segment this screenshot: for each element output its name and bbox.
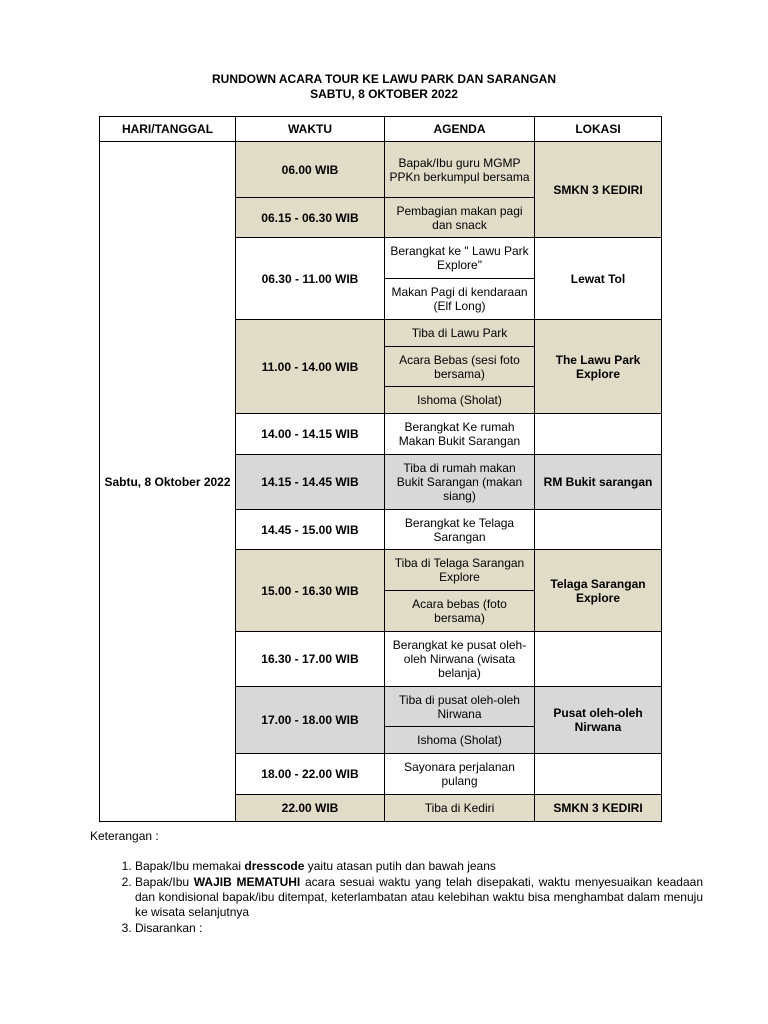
- note-item: [135, 859, 703, 874]
- agenda-cell: Berangkat Ke rumah Makan Bukit Sarangan: [385, 414, 535, 455]
- note-text: yaitu atasan putih dan bawah jeans: [304, 859, 496, 873]
- hari-cell: Sabtu, 8 Oktober 2022: [100, 142, 236, 822]
- agenda-cell: Makan Pagi di kendaraan (Elf Long): [385, 279, 535, 320]
- location-cell: RM Bukit sarangan: [535, 455, 662, 510]
- time-cell: 22.00 WIB: [236, 795, 385, 822]
- time-cell: 15.00 - 16.30 WIB: [236, 550, 385, 632]
- agenda-cell: Ishoma (Sholat): [385, 387, 535, 414]
- location-cell-empty: [535, 414, 662, 455]
- time-cell: 06.15 - 06.30 WIB: [236, 198, 385, 238]
- note-emphasis: dresscode: [244, 859, 305, 873]
- agenda-cell: Sayonara perjalanan pulang: [385, 754, 535, 795]
- agenda-cell: Acara Bebas (sesi foto bersama): [385, 347, 535, 387]
- location-cell: Lewat Tol: [535, 238, 662, 320]
- time-cell: 11.00 - 14.00 WIB: [236, 320, 385, 414]
- col-header-agenda: AGENDA: [385, 117, 535, 142]
- time-cell: 17.00 - 18.00 WIB: [236, 687, 385, 754]
- agenda-cell: Tiba di rumah makan Bukit Sarangan (makan siang): [385, 455, 535, 510]
- location-cell: Pusat oleh-oleh Nirwana: [535, 687, 662, 754]
- agenda-cell: Berangkat ke " Lawu Park Explore": [385, 238, 535, 279]
- note-text: Disarankan :: [135, 921, 203, 935]
- agenda-cell: Pembagian makan pagi dan snack: [385, 198, 535, 238]
- time-cell: 14.15 - 14.45 WIB: [236, 455, 385, 510]
- agenda-cell: Acara bebas (foto bersama): [385, 591, 535, 632]
- location-cell-empty: [535, 754, 662, 795]
- notes-list: [110, 859, 703, 937]
- agenda-cell: Tiba di pusat oleh-oleh Nirwana: [385, 687, 535, 727]
- table-row: [100, 142, 662, 198]
- notes-heading: Keterangan :: [90, 829, 159, 843]
- location-cell: SMKN 3 KEDIRI: [535, 142, 662, 238]
- location-cell-empty: [535, 510, 662, 550]
- time-cell: 06.00 WIB: [236, 142, 385, 198]
- time-cell: 14.00 - 14.15 WIB: [236, 414, 385, 455]
- location-cell: SMKN 3 KEDIRI: [535, 795, 662, 822]
- col-header-waktu: WAKTU: [236, 117, 385, 142]
- note-item: [135, 875, 703, 920]
- agenda-cell: Berangkat ke pusat oleh-oleh Nirwana (wisata belanja): [385, 632, 535, 687]
- note-text: Bapak/Ibu: [135, 875, 194, 889]
- doc-subtitle: SABTU, 8 OKTOBER 2022: [310, 87, 458, 101]
- location-cell: Telaga Sarangan Explore: [535, 550, 662, 632]
- agenda-cell: Tiba di Kediri: [385, 795, 535, 822]
- location-cell: The Lawu Park Explore: [535, 320, 662, 414]
- header-row: [100, 117, 662, 142]
- agenda-cell: Ishoma (Sholat): [385, 727, 535, 754]
- time-cell: 16.30 - 17.00 WIB: [236, 632, 385, 687]
- agenda-cell: Tiba di Telaga Sarangan Explore: [385, 550, 535, 591]
- note-text: Bapak/Ibu memakai: [135, 859, 245, 873]
- note-item: [135, 921, 703, 936]
- note-text: acara sesuai waktu yang telah disepakati, waktu menyesuaikan keadaan dan kondisional bapak/ibu ditempat, keterlambatan atau kelebihan waktu bisa menghambat dalam menuju ke wisata selanjutnya: [135, 875, 703, 919]
- agenda-cell: Tiba di Lawu Park: [385, 320, 535, 347]
- agenda-cell: Berangkat ke Telaga Sarangan: [385, 510, 535, 550]
- location-cell-empty: [535, 632, 662, 687]
- doc-title: RUNDOWN ACARA TOUR KE LAWU PARK DAN SARANGAN: [212, 72, 556, 86]
- agenda-cell: Bapak/Ibu guru MGMP PPKn berkumpul bersama: [385, 142, 535, 198]
- col-header-lokasi: LOKASI: [535, 117, 662, 142]
- time-cell: 14.45 - 15.00 WIB: [236, 510, 385, 550]
- time-cell: 18.00 - 22.00 WIB: [236, 754, 385, 795]
- col-header-hari: HARI/TANGGAL: [100, 117, 236, 142]
- time-cell: 06.30 - 11.00 WIB: [236, 238, 385, 320]
- rundown-table: [99, 116, 662, 822]
- note-emphasis: WAJIB MEMATUHI: [193, 875, 301, 889]
